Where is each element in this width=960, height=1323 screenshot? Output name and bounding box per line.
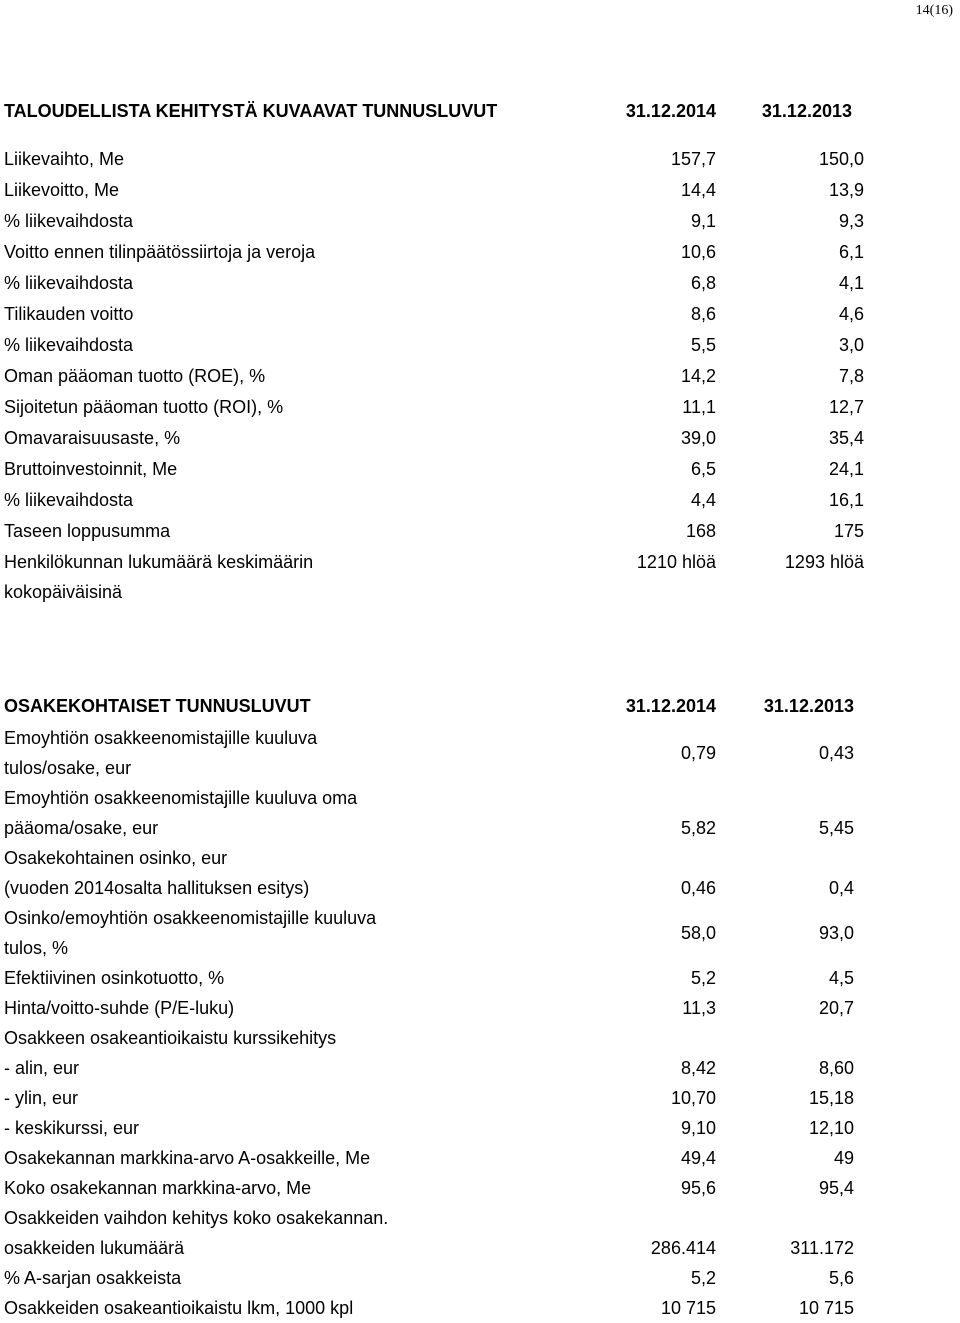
value-2014: 8,6 [690,304,716,324]
row-label-line: Osakkeiden vaihdon kehitys koko osakekannan. [4,1208,389,1228]
row-label-line: kokopäiväisinä [4,582,123,602]
value-2013: 93,0 [818,923,854,943]
row-label [4,993,234,1023]
row-label-line: Osakekannan markkina-arvo A-osakkeille, Me [4,1148,371,1168]
value-2013: 16,1 [828,490,864,510]
page-number: 14(16) [915,3,953,18]
row-label [4,963,224,993]
value-2014: 6,5 [690,459,716,479]
value-2014: 10,6 [680,242,716,262]
value-2014: 5,82 [680,818,716,838]
row-label [4,144,124,174]
row-label [4,1203,388,1233]
row-label [4,1023,336,1053]
row-label-line: Osakkeiden osakeantioikaistu lkm, 1000 kpl [4,1298,354,1318]
value-2013: 10 715 [798,1298,854,1318]
value-2014: 58,0 [680,923,716,943]
row-label [4,299,133,329]
row-label [4,547,313,607]
row-label [4,516,170,546]
row-label-line: Oman pääoman tuotto (ROE), % [4,366,266,386]
row-label [4,454,177,484]
value-2013: 15,18 [808,1088,854,1108]
row-label [4,485,133,515]
row-label [4,1113,139,1143]
value-2013: 20,7 [818,998,854,1018]
row-label-line: Omavaraisuusaste, % [4,428,181,448]
row-label [4,843,309,903]
row-label [4,175,119,205]
value-2013: 13,9 [828,180,864,200]
row-label-line: Bruttoinvestoinnit, Me [4,459,178,479]
value-2013: 4,1 [838,273,864,293]
column-header-2014: 31.12.2014 [625,696,716,716]
table-title: TALOUDELLISTA KEHITYSTÄ KUVAAVAT TUNNUSLUVUT [4,101,498,121]
value-2014: 6,8 [690,273,716,293]
row-label [4,237,315,267]
row-label-line: tulos, % [4,938,69,958]
value-2013: 175 [833,521,864,541]
row-label-line: Liikevoitto, Me [4,180,120,200]
value-2014: 10,70 [670,1088,716,1108]
row-label [4,1053,79,1083]
row-label-line: pääoma/osake, eur [4,818,159,838]
value-2014: 157,7 [670,149,716,169]
row-label-line: Voitto ennen tilinpäätössiirtoja ja veroja [4,242,316,262]
value-2014: 11,3 [682,998,716,1018]
value-2014: 9,1 [690,211,716,231]
column-header-2013: 31.12.2013 [763,696,854,716]
value-2013: 0,43 [818,743,854,763]
row-label-line: % A-sarjan osakkeista [4,1268,182,1288]
value-2013: 311.172 [790,1238,854,1258]
row-label [4,330,133,360]
value-2013: 12,7 [828,397,864,417]
row-label-line: Henkilökunnan lukumäärä keskimäärin [4,552,314,572]
row-label-line: Emoyhtiön osakkeenomistajille kuuluva [4,728,318,748]
row-label [4,1083,78,1113]
value-2013: 7,8 [838,366,864,386]
value-2013: 24,1 [828,459,864,479]
value-2014: 5,2 [690,1268,716,1288]
row-label [4,1173,311,1203]
row-label [4,423,180,453]
row-label-line: - ylin, eur [4,1088,79,1108]
value-2013: 4,5 [828,968,854,988]
row-label-line: Osakkeen osakeantioikaistu kurssikehitys [4,1028,337,1048]
row-label [4,1263,181,1293]
row-label [4,783,357,843]
row-label [4,903,376,963]
value-2014: 14,2 [680,366,716,386]
row-label-line: Taseen loppusumma [4,521,171,541]
value-2014: 1210 hlöä [636,552,716,572]
value-2013: 6,1 [838,242,864,262]
row-label-line: % liikevaihdosta [4,211,134,231]
row-label-line: tulos/osake, eur [4,758,132,778]
value-2014: 9,10 [680,1118,716,1138]
row-label-line: Sijoitetun pääoman tuotto (ROI), % [4,397,284,417]
row-label-line: (vuoden 2014osalta hallituksen esitys) [4,878,310,898]
row-label-line: Osakekohtainen osinko, eur [4,848,228,868]
value-2014: 11,1 [682,397,716,417]
value-2014: 5,5 [690,335,716,355]
row-label [4,392,283,422]
value-2013: 1293 hlöä [784,552,864,572]
row-label [4,268,133,298]
value-2014: 49,4 [680,1148,716,1168]
row-label [4,1233,184,1263]
value-2014: 5,2 [690,968,716,988]
row-label-line: - keskikurssi, eur [4,1118,140,1138]
value-2013: 4,6 [838,304,864,324]
value-2013: 8,60 [818,1058,854,1078]
row-label-line: Hinta/voitto-suhde (P/E-luku) [4,998,235,1018]
row-label-line: % liikevaihdosta [4,490,134,510]
row-label-line: Koko osakekannan markkina-arvo, Me [4,1178,312,1198]
value-2014: 0,46 [680,878,716,898]
value-2014: 168 [685,521,716,541]
value-2014: 10 715 [660,1298,716,1318]
column-header-2014: 31.12.2014 [625,101,716,121]
row-label-line: Osinko/emoyhtiön osakkeenomistajille kuuluva [4,908,377,928]
value-2013: 9,3 [838,211,864,231]
value-2014: 95,6 [680,1178,716,1198]
row-label-line: osakkeiden lukumäärä [4,1238,185,1258]
value-2014: 14,4 [680,180,716,200]
row-label [4,361,265,391]
row-label-line: Liikevaihto, Me [4,149,125,169]
row-label-line: % liikevaihdosta [4,273,134,293]
row-label-line: Efektiivinen osinkotuotto, % [4,968,225,988]
value-2013: 35,4 [828,428,864,448]
value-2014: 39,0 [680,428,716,448]
row-label [4,723,317,783]
row-label [4,1143,370,1173]
value-2013: 150,0 [818,149,864,169]
value-2014: 4,4 [690,490,716,510]
row-label-line: Emoyhtiön osakkeenomistajille kuuluva oma [4,788,358,808]
row-label [4,206,133,236]
value-2013: 0,4 [828,878,854,898]
value-2014: 8,42 [680,1058,716,1078]
table-title: OSAKEKOHTAISET TUNNUSLUVUT [4,696,311,716]
row-label [4,1293,353,1323]
value-2014: 286.414 [650,1238,716,1258]
row-label-line: Tilikauden voitto [4,304,134,324]
value-2014: 0,79 [680,743,716,763]
value-2013: 95,4 [818,1178,854,1198]
value-2013: 3,0 [838,335,864,355]
column-header-2013: 31.12.2013 [761,101,852,121]
row-label-line: - alin, eur [4,1058,80,1078]
value-2013: 12,10 [808,1118,854,1138]
value-2013: 49 [833,1148,854,1168]
row-label-line: % liikevaihdosta [4,335,134,355]
value-2013: 5,6 [828,1268,854,1288]
value-2013: 5,45 [818,818,854,838]
